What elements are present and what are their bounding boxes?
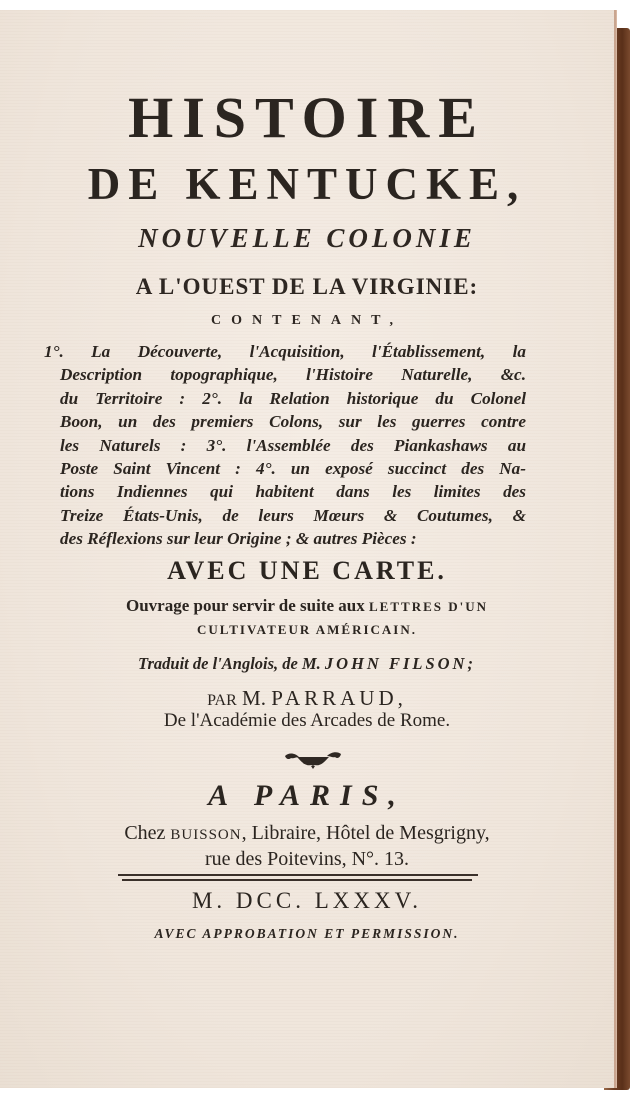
contents-line: du Territoire : 2°. la Relation historique du Colonel: [60, 388, 526, 408]
double-rule-bottom: [122, 879, 472, 881]
contents-line: des Réflexions sur leur Origine ; & autres Pièces :: [60, 529, 417, 549]
ouvrage-prefix: Ouvrage pour servir de suite aux: [125, 596, 370, 615]
par-label: PAR: [207, 692, 237, 709]
contents-line: 1°. La Découverte, l'Acquisition, l'Établissement, la: [44, 342, 526, 361]
double-rule-top: [118, 874, 478, 876]
translator-name: PARRAUD,: [271, 686, 407, 710]
contents-line: Boon, un des premiers Colons, sur les guerres contre: [60, 412, 526, 432]
floral-ornament-icon: [283, 748, 343, 770]
avec-une-carte: AVEC UNE CARTE.: [167, 556, 447, 585]
ouvrage-lettres: LETTRES D'UN: [369, 599, 489, 614]
title-line-1: HISTOIRE: [128, 85, 486, 150]
contenant-label: CONTENANT,: [211, 313, 403, 328]
chez-prefix: Chez: [124, 822, 171, 844]
approbation-note: AVEC APPROBATION ET PERMISSION.: [154, 926, 460, 941]
title-line-2: DE KENTUCKE,: [87, 159, 527, 209]
contents-line: les Naturels : 3°. l'Assemblée des Piankashaws au: [60, 435, 526, 455]
subtitle-nouvelle-colonie: NOUVELLE COLONIE: [138, 223, 476, 253]
translator-line: [0, 654, 614, 674]
contents-paragraph: [44, 340, 526, 551]
subtitle-location: A L'OUEST DE LA VIRGINIE:: [135, 274, 479, 299]
contents-line: tions Indiennes qui habitent dans les limites des: [60, 482, 526, 502]
academie-affiliation: De l'Académie des Arcades de Rome.: [163, 710, 451, 731]
traduit-prefix: Traduit de l'Anglois, de M.: [138, 654, 325, 673]
par-title: M.: [236, 686, 272, 710]
contents-line: Description topographique, l'Histoire Naturelle, &c.: [60, 365, 526, 385]
publisher-imprint: [0, 821, 614, 871]
contents-line: Poste Saint Vincent : 4°. un exposé succinct des Na-: [60, 459, 526, 479]
publisher-name: BUISSON: [170, 827, 242, 843]
author-name: JOHN FILSON;: [324, 654, 476, 673]
ouvrage-cultivateur: CULTIVATEUR AMÉRICAIN.: [196, 622, 418, 637]
publication-date: M. DCC. LXXXV.: [191, 888, 423, 913]
contents-line: Treize États-Unis, de leurs Mœurs & Coutumes, &: [60, 505, 526, 525]
ouvrage-note: [0, 595, 614, 641]
publisher-street: rue des Poitevins, N°. 13.: [204, 848, 410, 870]
publisher-address: , Libraire, Hôtel de Mesgrigny,: [241, 822, 490, 844]
title-page: [0, 10, 616, 1088]
imprint-city: A PARIS,: [208, 779, 406, 812]
